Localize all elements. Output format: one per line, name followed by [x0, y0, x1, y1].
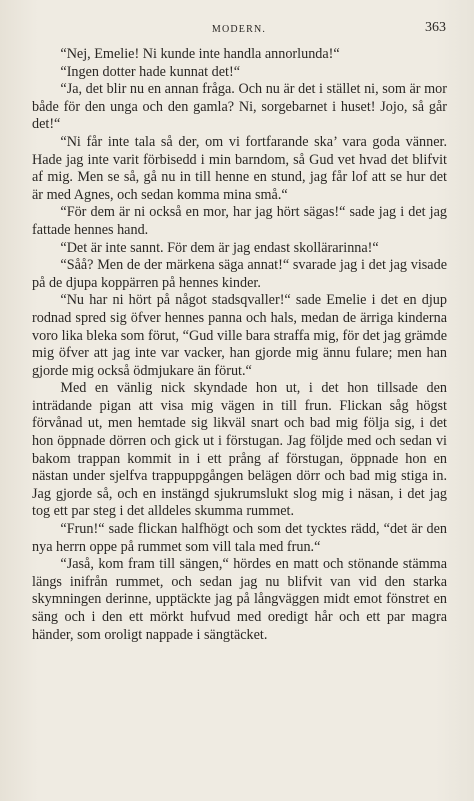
paragraph: “Nu har ni hört på något stadsqvaller!“ sade Emelie i det en djup rodnad spred sig öfver hennes panna och hals, medan de ärriga kinderna voro lika bleka som förut, “Gud ville bara straffa mig, för det jag grämde mig öfver att jag inte var vacker, han gjorde mig ännu fulare; men han gjorde mig också ödmjukare än förut.“ [32, 292, 447, 379]
paragraph: “Det är inte sannt. För dem är jag endast skollärarinna!“ [60, 239, 379, 256]
page-header [32, 20, 446, 38]
body-text [32, 46, 447, 644]
paragraph: “Nej, Emelie! Ni kunde inte handla annorlunda!“ [60, 46, 340, 62]
page-number: 363 [425, 20, 446, 35]
running-head: MODERN. [211, 24, 267, 35]
paragraph: “Såå? Men de der märkena säga annat!“ svarade jag i det jag visade på de djupa koppärren på hennes kinder. [32, 257, 447, 291]
paragraph: “Ingen dotter hade kunnat det!“ [60, 63, 241, 80]
paragraph: “Jaså, kom fram till sängen,“ hördes en matt och stönande stämma längs inifrån rummet, och sedan jag nu blifvit van vid den starka skymningen derinne, upptäckte jag på långväggen midt emot fönstret en säng och i den ett mörkt hufvud med oredigt hår och ett par magra händer, som oroligt nappade i sängtäcket. [32, 556, 447, 643]
paragraph: “Ni får inte tala så der, om vi fortfarande ska’ vara goda vänner. Hade jag inte varit förbisedd i min barndom, så Gud vet hvad det blifvit af mig. Men se så, gå nu in till henne en stund, jag får lof att se hur det är med Agnes, och sedan komma mina små.“ [32, 133, 447, 203]
paragraph: “Frun!“ sade flickan halfhögt och som det tycktes rädd, “det är den nya herrn oppe på rummet som vill tala med frun.“ [32, 521, 447, 555]
paragraph: “För dem är ni också en mor, har jag hört sägas!“ sade jag i det jag fattade hennes hand. [32, 204, 447, 238]
paragraph: Med en vänlig nick skyndade hon ut, i det hon tillsade den inträdande pigan att visa mig vägen in till frun. Flickan såg högst förvånad ut, men hemtade sig likväl snart och bad mig följa sig, i det hon öppnade dörren och gick ut i förstugan. Jag följde med och sedan vi bakom trappan kommit in i ett prång af förstugan, öppnade hon en nästan under sjelfva trappuppgången belägen dörr och bad mig stiga in. Jag gjorde så, och en instängd sjukrumslukt slog mig i näsan, i det jag tog ett par steg i det alldeles skumma rummet. [32, 380, 447, 520]
paragraph: “Ja, det blir nu en annan fråga. Och nu är det i stället ni, som är mor både för den unga och den gamla? Ni, sorgebarnet i huset! Jojo, så går det!“ [32, 81, 447, 133]
